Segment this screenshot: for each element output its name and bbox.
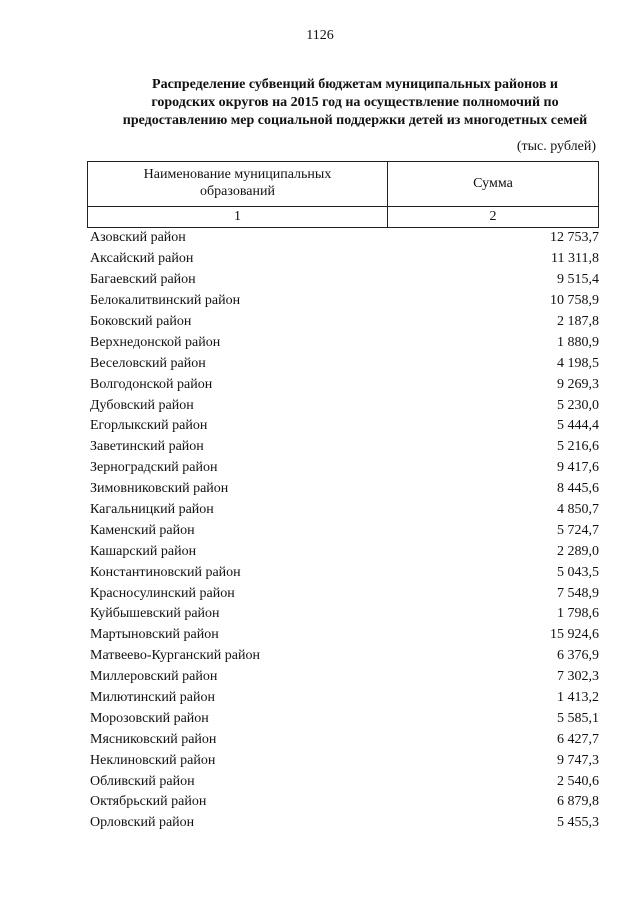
district-amount: 9 515,4 (557, 272, 599, 288)
district-amount: 1 413,2 (557, 690, 599, 706)
table-row (90, 750, 599, 771)
district-name: Багаевский район (90, 272, 196, 288)
header-name-line: Наименование муниципальных (143, 167, 332, 182)
district-amount: 5 216,6 (557, 439, 599, 455)
table-row (90, 312, 599, 333)
district-amount: 8 445,6 (557, 481, 599, 497)
district-amount: 5 585,1 (557, 710, 599, 726)
table-row (90, 625, 599, 646)
district-name: Азовский район (90, 230, 186, 246)
district-amount: 1 798,6 (557, 606, 599, 622)
district-amount: 5 043,5 (557, 564, 599, 580)
district-name: Кагальницкий район (90, 502, 214, 518)
header-sum-cell: Сумма (473, 176, 513, 191)
district-amount: 2 540,6 (557, 773, 599, 789)
table-body (90, 228, 599, 834)
header-name-line: образований (200, 184, 275, 199)
district-amount: 6 427,7 (557, 731, 599, 747)
district-name: Мартыновский район (90, 627, 219, 643)
district-name: Аксайский район (90, 251, 194, 267)
district-amount: 1 880,9 (557, 334, 599, 350)
district-name: Егорлыкский район (90, 418, 208, 434)
table-row (90, 332, 599, 353)
district-amount: 7 548,9 (557, 585, 599, 601)
table-row (90, 374, 599, 395)
table-row (90, 646, 599, 667)
district-name: Дубовский район (90, 397, 194, 413)
district-amount: 9 747,3 (557, 752, 599, 768)
table-row (90, 249, 599, 270)
page-number: 1126 (306, 28, 334, 43)
district-amount: 11 311,8 (551, 251, 599, 267)
district-name: Кашарский район (90, 543, 197, 559)
district-name: Октябрьский район (90, 794, 207, 810)
district-amount: 5 444,4 (557, 418, 599, 434)
district-amount: 6 879,8 (557, 794, 599, 810)
district-name: Заветинский район (90, 439, 204, 455)
district-name: Белокалитвинский район (90, 293, 241, 309)
table-row (90, 479, 599, 500)
district-amount: 9 417,6 (557, 460, 599, 476)
table-row (90, 688, 599, 709)
district-amount: 9 269,3 (557, 376, 599, 392)
table-row (90, 520, 599, 541)
table-row (90, 604, 599, 625)
table-row (90, 583, 599, 604)
column-number-1: 1 (234, 209, 241, 224)
table-row (90, 541, 599, 562)
table-row (90, 708, 599, 729)
district-name: Мясниковский район (90, 731, 217, 747)
district-name: Волгодонской район (90, 376, 213, 392)
table-row (90, 458, 599, 479)
table-row (90, 500, 599, 521)
table-row (90, 270, 599, 291)
district-amount: 5 455,3 (557, 815, 599, 831)
table-row (90, 729, 599, 750)
district-name: Красносулинский район (90, 585, 235, 601)
table-row (90, 792, 599, 813)
district-amount: 15 924,6 (550, 627, 599, 643)
district-name: Верхнедонской район (90, 334, 221, 350)
district-amount: 7 302,3 (557, 669, 599, 685)
table-row (90, 416, 599, 437)
column-number-2: 2 (489, 209, 497, 224)
district-name: Неклиновский район (90, 752, 216, 768)
document-title (100, 76, 610, 130)
header-name-cell (88, 166, 387, 206)
table-header (87, 161, 599, 228)
title-line: Распределение субвенций бюджетам муниципальных районов и (152, 77, 558, 92)
district-amount: 6 376,9 (557, 648, 599, 664)
district-name: Константиновский район (90, 564, 241, 580)
district-name: Куйбышевский район (90, 606, 220, 622)
table-row (90, 813, 599, 834)
district-name: Орловский район (90, 815, 195, 831)
table-row (90, 562, 599, 583)
units-label: (тыс. рублей) (516, 139, 596, 154)
district-name: Зерноградский район (90, 460, 218, 476)
table-row (90, 353, 599, 374)
district-name: Веселовский район (90, 355, 206, 371)
district-name: Миллеровский район (90, 669, 218, 685)
district-amount: 12 753,7 (550, 230, 599, 246)
district-name: Матвеево-Курганский район (90, 648, 260, 664)
district-amount: 4 850,7 (557, 502, 599, 518)
table-row (90, 667, 599, 688)
district-name: Каменский район (90, 522, 195, 538)
district-amount: 5 724,7 (557, 522, 599, 538)
district-name: Обливский район (90, 773, 195, 789)
district-amount: 10 758,9 (550, 293, 599, 309)
table-row (90, 291, 599, 312)
title-line: предоставлению мер социальной поддержки детей из многодетных семей (122, 113, 588, 128)
district-name: Зимовниковский район (90, 481, 229, 497)
district-name: Морозовский район (90, 710, 209, 726)
district-amount: 4 198,5 (557, 355, 599, 371)
district-name: Боковский район (90, 314, 192, 329)
table-row (90, 437, 599, 458)
district-amount: 5 230,0 (557, 397, 599, 413)
district-amount: 2 289,0 (557, 543, 599, 559)
district-amount: 2 187,8 (557, 314, 599, 329)
district-name: Милютинский район (90, 690, 216, 706)
table-row (90, 228, 599, 249)
title-line: городских округов на 2015 год на осуществление полномочий по (151, 95, 559, 110)
table-row (90, 771, 599, 792)
table-row (90, 395, 599, 416)
